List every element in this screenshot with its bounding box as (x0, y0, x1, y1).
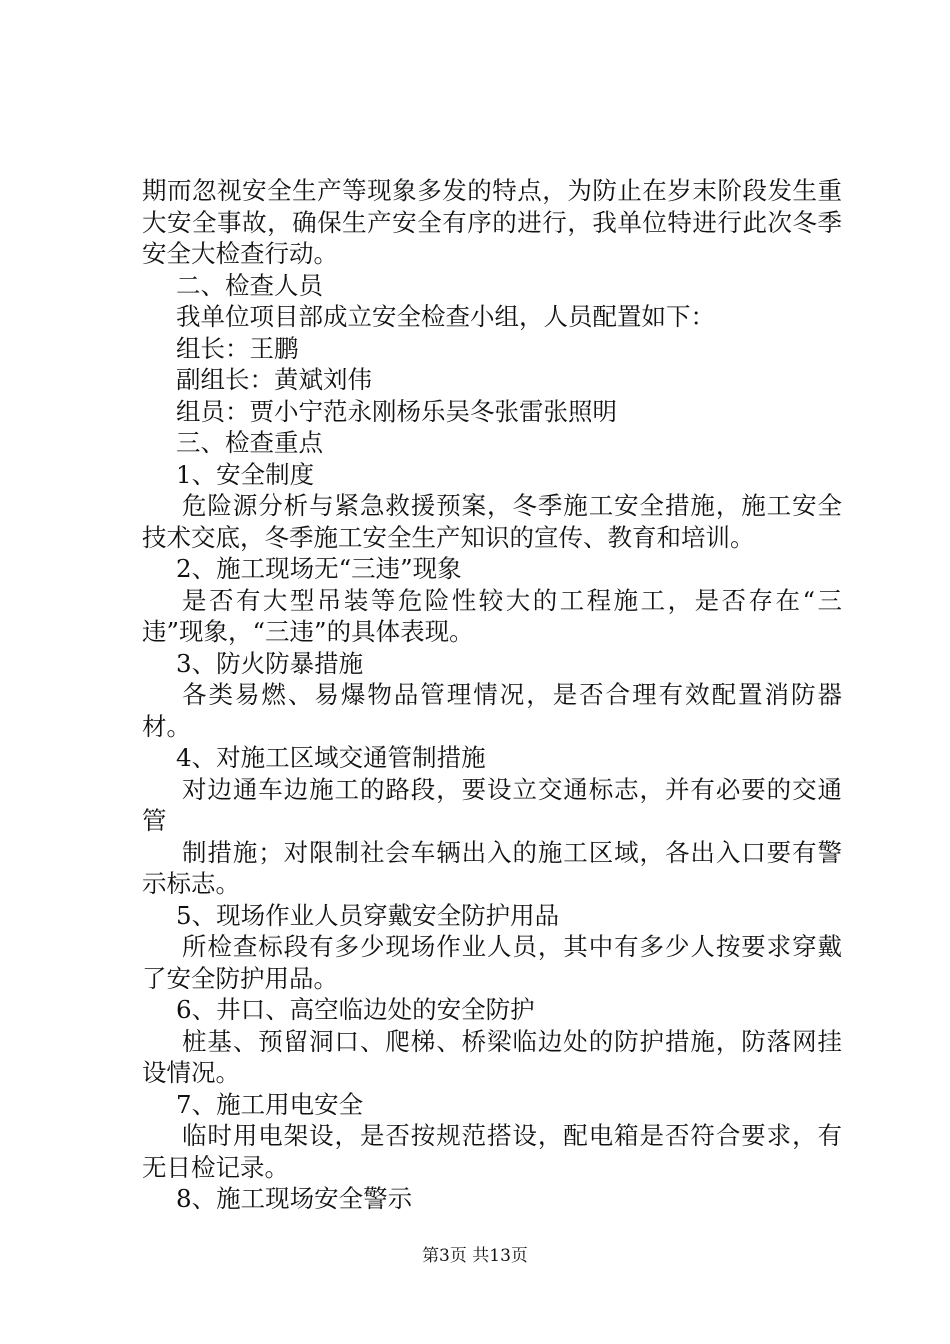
item-heading: 3、防火防暴措施 (176, 648, 364, 678)
paragraph: 我单位项目部成立安全检查小组，人员配置如下： (176, 302, 715, 331)
page-number-footer: 第3页 共13页 (422, 1246, 528, 1266)
item-heading: 5、现场作业人员穿戴安全防护用品 (176, 900, 560, 930)
item-body: 危险源分析与紧急救援预案，冬季施工安全措施，施工安全技术交底，冬季施工安全生产知识的宣传、教育和培训。 (142, 491, 842, 552)
item-body: 桩基、预留洞口、爬梯、桥梁临边处的防护措施，防落网挂设情况。 (142, 1026, 842, 1087)
document-body (142, 175, 842, 1215)
item-heading: 6、井口、高空临边处的安全防护 (176, 995, 535, 1024)
item-body: 对边通车边施工的路段，要设立交通标志，并有必要的交通管 (142, 774, 842, 835)
item-body: 制措施；对限制社会车辆出入的施工区域，各出入口要有警示标志。 (142, 837, 842, 898)
section-heading: 二、检查人员 (176, 270, 323, 300)
item-body: 是否有大型吊装等危险性较大的工程施工，是否存在“三违”现象，“三违”的具体表现。 (142, 585, 842, 646)
section-heading: 三、检查重点 (176, 428, 323, 457)
item-heading: 4、对施工区域交通管制措施 (176, 743, 486, 772)
item-heading: 1、安全制度 (176, 459, 315, 489)
team-members-line: 组员：贾小宁范永刚杨乐吴冬张雷张照明 (176, 396, 617, 426)
deputy-leader-line: 副组长：黄斌刘伟 (176, 365, 372, 394)
item-body: 各类易燃、易爆物品管理情况，是否合理有效配置消防器材。 (142, 680, 842, 741)
paragraph-intro: 期而忽视安全生产等现象多发的特点，为防止在岁末阶段发生重大安全事故，确保生产安全有序的进行，我单位特进行此次冬季安全大检查行动。 (142, 176, 842, 268)
item-heading: 8、施工现场安全警示 (176, 1184, 413, 1213)
item-body: 临时用电架设，是否按规范搭设，配电箱是否符合要求，有无日检记录。 (142, 1121, 842, 1182)
item-heading: 7、施工用电安全 (176, 1089, 364, 1119)
team-leader-line: 组长：王鹏 (176, 333, 299, 363)
item-heading: 2、施工现场无“三违”现象 (176, 554, 462, 583)
item-body: 所检查标段有多少现场作业人员，其中有多少人按要求穿戴了安全防护用品。 (142, 932, 842, 993)
